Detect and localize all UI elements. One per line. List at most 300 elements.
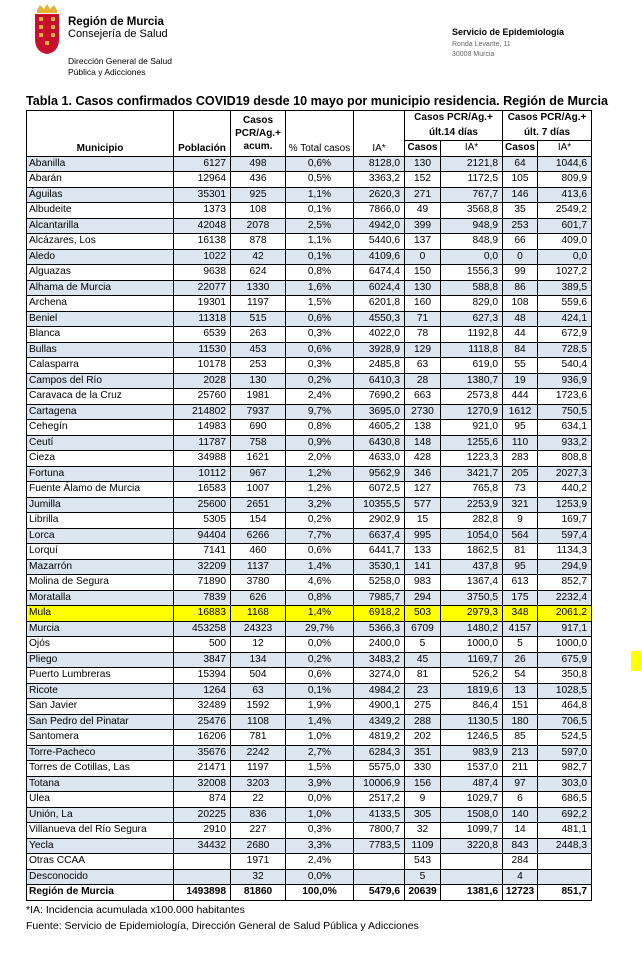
value-cell: 148: [405, 435, 441, 451]
col-group-14-l2: últ.14 días: [405, 126, 503, 141]
value-cell: 214802: [174, 404, 231, 420]
value-cell: 728,5: [538, 342, 592, 358]
value-cell: 843: [503, 838, 538, 854]
value-cell: 2242: [231, 745, 286, 761]
value-cell: 588,8: [441, 280, 503, 296]
value-cell: 663: [405, 389, 441, 405]
value-cell: 95: [503, 559, 538, 575]
value-cell: 1169,7: [441, 652, 503, 668]
value-cell: 690: [231, 420, 286, 436]
value-cell: 348: [503, 606, 538, 622]
value-cell: 275: [405, 699, 441, 715]
value-cell: 34988: [174, 451, 231, 467]
municipio-cell: Ulea: [27, 792, 174, 808]
value-cell: 12: [231, 637, 286, 653]
municipio-cell: Ricote: [27, 683, 174, 699]
value-cell: 16883: [174, 606, 231, 622]
value-cell: 14983: [174, 420, 231, 436]
value-cell: 2517,2: [354, 792, 405, 808]
municipio-cell: Blanca: [27, 327, 174, 343]
municipio-cell: Águilas: [27, 187, 174, 203]
value-cell: 0,3%: [286, 358, 354, 374]
value-cell: 35: [503, 203, 538, 219]
value-cell: 524,5: [538, 730, 592, 746]
value-cell: 20225: [174, 807, 231, 823]
cases-table: [26, 110, 592, 901]
value-cell: 0: [405, 249, 441, 265]
value-cell: 2,7%: [286, 745, 354, 761]
value-cell: 0,0%: [286, 637, 354, 653]
value-cell: 7937: [231, 404, 286, 420]
value-cell: 4550,3: [354, 311, 405, 327]
value-cell: 0,2%: [286, 513, 354, 529]
value-cell: 152: [405, 172, 441, 188]
value-cell: 1118,8: [441, 342, 503, 358]
municipio-cell: Aledo: [27, 249, 174, 265]
value-cell: 9562,9: [354, 466, 405, 482]
value-cell: [538, 869, 592, 885]
value-cell: 32: [231, 869, 286, 885]
value-cell: 0,1%: [286, 203, 354, 219]
col-casos-acum-l3: acum.: [243, 140, 273, 152]
value-cell: 3780: [231, 575, 286, 591]
municipio-cell: Yecla: [27, 838, 174, 854]
value-cell: 577: [405, 497, 441, 513]
value-cell: 25476: [174, 714, 231, 730]
value-cell: 540,4: [538, 358, 592, 374]
value-cell: 481,1: [538, 823, 592, 839]
col-group-7-l1: Casos PCR/Ag.+: [503, 111, 592, 126]
table-row: [27, 792, 592, 808]
value-cell: 55: [503, 358, 538, 374]
value-cell: 1197: [231, 761, 286, 777]
value-cell: 294,9: [538, 559, 592, 575]
value-cell: 63: [231, 683, 286, 699]
value-cell: 283: [503, 451, 538, 467]
value-cell: 1367,4: [441, 575, 503, 591]
table-row: [27, 838, 592, 854]
table-row: [27, 327, 592, 343]
value-cell: 294: [405, 590, 441, 606]
municipio-cell: Fortuna: [27, 466, 174, 482]
consejeria-name: Consejería de Salud: [68, 28, 168, 40]
value-cell: 7,7%: [286, 528, 354, 544]
value-cell: 1862,5: [441, 544, 503, 560]
value-cell: 428: [405, 451, 441, 467]
value-cell: 42: [231, 249, 286, 265]
value-cell: 0,3%: [286, 327, 354, 343]
value-cell: 933,2: [538, 435, 592, 451]
value-cell: 0,1%: [286, 249, 354, 265]
value-cell: 19301: [174, 296, 231, 312]
value-cell: 2253,9: [441, 497, 503, 513]
municipio-cell: Alcázares, Los: [27, 234, 174, 250]
value-cell: 1022: [174, 249, 231, 265]
value-cell: 4133,5: [354, 807, 405, 823]
municipio-cell: San Pedro del Pinatar: [27, 714, 174, 730]
value-cell: 7866,0: [354, 203, 405, 219]
value-cell: 5305: [174, 513, 231, 529]
value-cell: 134: [231, 652, 286, 668]
table-row: [27, 544, 592, 560]
value-cell: 765,8: [441, 482, 503, 498]
value-cell: 54: [503, 668, 538, 684]
col-group-14-l1: Casos PCR/Ag.+: [405, 111, 503, 126]
value-cell: 253: [503, 218, 538, 234]
value-cell: 12723: [503, 885, 538, 901]
value-cell: 81860: [231, 885, 286, 901]
value-cell: 12964: [174, 172, 231, 188]
department-name: [68, 56, 172, 78]
value-cell: 808,8: [538, 451, 592, 467]
table-row: [27, 714, 592, 730]
value-cell: 13: [503, 683, 538, 699]
value-cell: 686,5: [538, 792, 592, 808]
table-row: [27, 869, 592, 885]
value-cell: 6127: [174, 156, 231, 172]
value-cell: 95: [503, 420, 538, 436]
municipio-cell: Cehegín: [27, 420, 174, 436]
value-cell: 1,4%: [286, 714, 354, 730]
value-cell: 3220,8: [441, 838, 503, 854]
value-cell: 45: [405, 652, 441, 668]
value-cell: 2680: [231, 838, 286, 854]
value-cell: 21471: [174, 761, 231, 777]
table-row: [27, 497, 592, 513]
value-cell: 6284,3: [354, 745, 405, 761]
value-cell: 138: [405, 420, 441, 436]
value-cell: 63: [405, 358, 441, 374]
table-row: [27, 761, 592, 777]
value-cell: 0,0%: [286, 792, 354, 808]
value-cell: 487,4: [441, 776, 503, 792]
value-cell: 526,2: [441, 668, 503, 684]
value-cell: 350,8: [538, 668, 592, 684]
value-cell: 846,4: [441, 699, 503, 715]
table-row: [27, 823, 592, 839]
value-cell: 5: [405, 869, 441, 885]
col-casos-7: Casos: [503, 141, 538, 157]
value-cell: 3,3%: [286, 838, 354, 854]
value-cell: 5366,3: [354, 621, 405, 637]
value-cell: 1508,0: [441, 807, 503, 823]
value-cell: 1,1%: [286, 187, 354, 203]
value-cell: 140: [503, 807, 538, 823]
value-cell: 24323: [231, 621, 286, 637]
table-row: [27, 668, 592, 684]
col-ia-7: IA*: [538, 141, 592, 157]
table-row: [27, 342, 592, 358]
table-row: [27, 373, 592, 389]
municipio-cell: Mazarrón: [27, 559, 174, 575]
value-cell: 10006,9: [354, 776, 405, 792]
value-cell: 3,9%: [286, 776, 354, 792]
value-cell: 1270,9: [441, 404, 503, 420]
value-cell: 0,6%: [286, 544, 354, 560]
value-cell: 253: [231, 358, 286, 374]
table-header: [27, 111, 592, 157]
footnote-source: Fuente: Servicio de Epidemiología, Dirección General de Salud Pública y Adicciones: [26, 920, 419, 932]
value-cell: 925: [231, 187, 286, 203]
service-name: Servicio de Epidemiología: [452, 27, 565, 37]
value-cell: 3750,5: [441, 590, 503, 606]
value-cell: 983: [405, 575, 441, 591]
value-cell: 97: [503, 776, 538, 792]
value-cell: 141: [405, 559, 441, 575]
value-cell: 2651: [231, 497, 286, 513]
value-cell: 1480,2: [441, 621, 503, 637]
value-cell: 44: [503, 327, 538, 343]
value-cell: 424,1: [538, 311, 592, 327]
value-cell: 1,2%: [286, 466, 354, 482]
value-cell: 110: [503, 435, 538, 451]
col-casos-acum-l2: PCR/Ag.+: [235, 127, 281, 139]
value-cell: [441, 869, 503, 885]
value-cell: 15394: [174, 668, 231, 684]
table-row: [27, 528, 592, 544]
value-cell: 4900,1: [354, 699, 405, 715]
value-cell: 0,6%: [286, 156, 354, 172]
col-casos-acum-l1: Casos: [242, 114, 273, 126]
value-cell: 564: [503, 528, 538, 544]
value-cell: 6072,5: [354, 482, 405, 498]
value-cell: 303,0: [538, 776, 592, 792]
col-ia-14: IA*: [441, 141, 503, 157]
value-cell: 983,9: [441, 745, 503, 761]
value-cell: 4157: [503, 621, 538, 637]
value-cell: 0,1%: [286, 683, 354, 699]
value-cell: 81: [405, 668, 441, 684]
value-cell: 16583: [174, 482, 231, 498]
value-cell: 1253,9: [538, 497, 592, 513]
value-cell: 1099,7: [441, 823, 503, 839]
value-cell: 263: [231, 327, 286, 343]
value-cell: 7783,5: [354, 838, 405, 854]
value-cell: 0,9%: [286, 435, 354, 451]
table-row: [27, 466, 592, 482]
value-cell: 19: [503, 373, 538, 389]
municipio-cell: Lorquí: [27, 544, 174, 560]
value-cell: 7690,2: [354, 389, 405, 405]
value-cell: 848,9: [441, 234, 503, 250]
value-cell: 453258: [174, 621, 231, 637]
col-casos-acum: [231, 111, 286, 157]
service-block: [452, 27, 564, 60]
value-cell: 2,5%: [286, 218, 354, 234]
value-cell: 9: [405, 792, 441, 808]
value-cell: 28: [405, 373, 441, 389]
value-cell: 1330: [231, 280, 286, 296]
value-cell: 1,0%: [286, 730, 354, 746]
value-cell: 151: [503, 699, 538, 715]
value-cell: 73: [503, 482, 538, 498]
value-cell: 2078: [231, 218, 286, 234]
municipio-cell: Totana: [27, 776, 174, 792]
value-cell: 6637,4: [354, 528, 405, 544]
col-poblacion: Población: [174, 111, 231, 157]
value-cell: 130: [231, 373, 286, 389]
value-cell: 0,8%: [286, 590, 354, 606]
table-row: [27, 683, 592, 699]
value-cell: 921,0: [441, 420, 503, 436]
value-cell: 0,0%: [286, 869, 354, 885]
table-row: [27, 420, 592, 436]
municipio-cell: Beniel: [27, 311, 174, 327]
table-row: [27, 296, 592, 312]
value-cell: 1,5%: [286, 296, 354, 312]
municipio-cell: Moratalla: [27, 590, 174, 606]
value-cell: 211: [503, 761, 538, 777]
table-row: [27, 637, 592, 653]
value-cell: 4349,2: [354, 714, 405, 730]
value-cell: 1,5%: [286, 761, 354, 777]
col-ia: IA*: [354, 111, 405, 157]
value-cell: 440,2: [538, 482, 592, 498]
value-cell: 1592: [231, 699, 286, 715]
value-cell: 1264: [174, 683, 231, 699]
value-cell: 0,2%: [286, 373, 354, 389]
table-row: [27, 234, 592, 250]
value-cell: 1054,0: [441, 528, 503, 544]
value-cell: 4633,0: [354, 451, 405, 467]
col-group-7-l2: últ. 7 días: [503, 126, 592, 141]
value-cell: 3363,2: [354, 172, 405, 188]
value-cell: 1109: [405, 838, 441, 854]
value-cell: 613: [503, 575, 538, 591]
municipio-cell: Torres de Cotillas, Las: [27, 761, 174, 777]
municipio-cell: Librilla: [27, 513, 174, 529]
value-cell: 29,7%: [286, 621, 354, 637]
value-cell: 781: [231, 730, 286, 746]
value-cell: 71: [405, 311, 441, 327]
value-cell: 1108: [231, 714, 286, 730]
value-cell: 32: [405, 823, 441, 839]
table-row: [27, 621, 592, 637]
value-cell: 1027,2: [538, 265, 592, 281]
value-cell: 35676: [174, 745, 231, 761]
value-cell: 156: [405, 776, 441, 792]
value-cell: 444: [503, 389, 538, 405]
value-cell: 1,6%: [286, 280, 354, 296]
value-cell: 3928,9: [354, 342, 405, 358]
value-cell: 2061,2: [538, 606, 592, 622]
value-cell: 1,4%: [286, 559, 354, 575]
value-cell: 1044,6: [538, 156, 592, 172]
value-cell: 1493898: [174, 885, 231, 901]
value-cell: 10355,5: [354, 497, 405, 513]
municipio-cell: Alhama de Murcia: [27, 280, 174, 296]
value-cell: 94404: [174, 528, 231, 544]
value-cell: 6430,8: [354, 435, 405, 451]
value-cell: 64: [503, 156, 538, 172]
table-row: [27, 172, 592, 188]
value-cell: 948,9: [441, 218, 503, 234]
value-cell: 2027,3: [538, 466, 592, 482]
highlight-marker: [631, 651, 641, 671]
value-cell: 3,2%: [286, 497, 354, 513]
table-row: [27, 249, 592, 265]
table-row: [27, 730, 592, 746]
value-cell: 9: [503, 513, 538, 529]
value-cell: 1,4%: [286, 606, 354, 622]
value-cell: 995: [405, 528, 441, 544]
value-cell: 175: [503, 590, 538, 606]
municipio-cell: Puerto Lumbreras: [27, 668, 174, 684]
region-crest-icon: [31, 3, 63, 55]
value-cell: 0,0: [538, 249, 592, 265]
value-cell: 634,1: [538, 420, 592, 436]
value-cell: 3568,8: [441, 203, 503, 219]
value-cell: 10112: [174, 466, 231, 482]
value-cell: 284: [503, 854, 538, 870]
value-cell: 4: [503, 869, 538, 885]
value-cell: [354, 869, 405, 885]
value-cell: 1971: [231, 854, 286, 870]
value-cell: 3530,1: [354, 559, 405, 575]
value-cell: [538, 854, 592, 870]
value-cell: 1172,5: [441, 172, 503, 188]
value-cell: 4605,2: [354, 420, 405, 436]
value-cell: 6918,2: [354, 606, 405, 622]
value-cell: 2448,3: [538, 838, 592, 854]
municipio-cell: Desconocido: [27, 869, 174, 885]
value-cell: 5: [405, 637, 441, 653]
value-cell: 32209: [174, 559, 231, 575]
value-cell: 878: [231, 234, 286, 250]
value-cell: 205: [503, 466, 538, 482]
municipio-cell: Santomera: [27, 730, 174, 746]
value-cell: 436: [231, 172, 286, 188]
value-cell: 49: [405, 203, 441, 219]
value-cell: 851,7: [538, 885, 592, 901]
municipio-cell: Abanilla: [27, 156, 174, 172]
value-cell: 1537,0: [441, 761, 503, 777]
value-cell: 2902,9: [354, 513, 405, 529]
value-cell: 0,5%: [286, 172, 354, 188]
value-cell: 1,9%: [286, 699, 354, 715]
value-cell: 129: [405, 342, 441, 358]
municipio-cell: Ceutí: [27, 435, 174, 451]
value-cell: 6024,4: [354, 280, 405, 296]
value-cell: 0: [503, 249, 538, 265]
value-cell: 5575,0: [354, 761, 405, 777]
value-cell: 758: [231, 435, 286, 451]
value-cell: 4022,0: [354, 327, 405, 343]
value-cell: 202: [405, 730, 441, 746]
value-cell: 2620,3: [354, 187, 405, 203]
value-cell: 8128,0: [354, 156, 405, 172]
value-cell: 836: [231, 807, 286, 823]
value-cell: 0,6%: [286, 668, 354, 684]
table-row: [27, 358, 592, 374]
table-row: [27, 807, 592, 823]
value-cell: 9638: [174, 265, 231, 281]
value-cell: 2232,4: [538, 590, 592, 606]
municipio-cell: Ojós: [27, 637, 174, 653]
address-line-2: 30008 Murcia: [452, 51, 495, 58]
value-cell: 81: [503, 544, 538, 560]
value-cell: 7800,7: [354, 823, 405, 839]
municipio-cell: Torre-Pacheco: [27, 745, 174, 761]
value-cell: 22: [231, 792, 286, 808]
table-row: [27, 265, 592, 281]
value-cell: 6266: [231, 528, 286, 544]
value-cell: 10178: [174, 358, 231, 374]
table-row: [27, 590, 592, 606]
value-cell: 3695,0: [354, 404, 405, 420]
value-cell: 16206: [174, 730, 231, 746]
table-row: [27, 451, 592, 467]
